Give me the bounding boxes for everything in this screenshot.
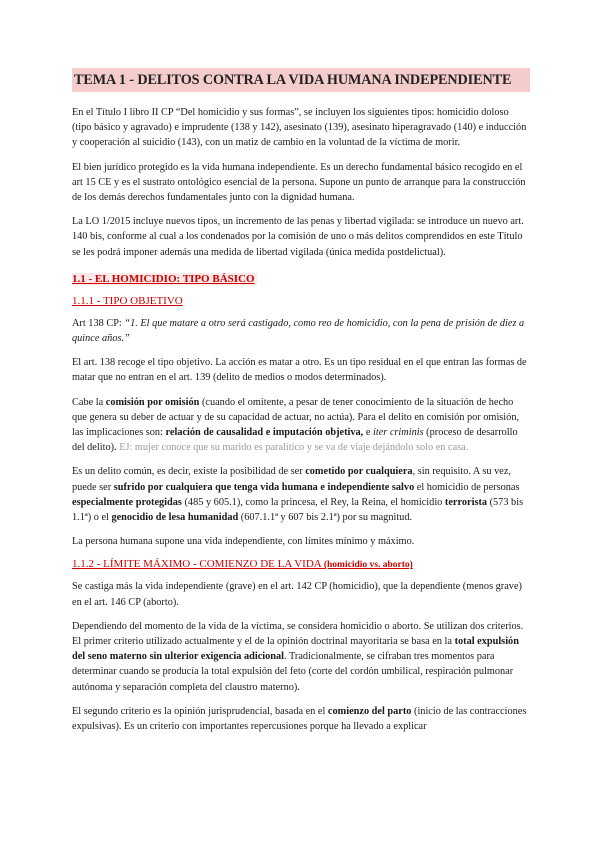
text-run: (607.1.1ª y 607 bis 2.1ª) por su magnitud.: [238, 512, 413, 524]
paragraph-omission: [72, 395, 530, 456]
bold-run: comisión por omisión: [105, 396, 200, 408]
paragraph-intro: En el Título I libro II CP “Del homicidio y sus formas”, se incluyen los siguientes tipos: homicidio doloso (tipo básico y agravado) e imprudente (138 y 142), asesinato (139), asesinato hiperagravado (140) e inducción y cooperación al suicidio (143), con un matiz de cambio en la voluntad de la víctima de morir.: [72, 107, 527, 149]
bold-run: genocidio de lesa humanidad: [111, 512, 239, 524]
paragraph-article-138: [72, 316, 530, 346]
bold-run: total expulsión del seno materno sin ulterior exigencia adicional: [72, 636, 519, 663]
text-run: (485 y 605.1), como la princesa, el Rey, la Reina, el homicidio: [181, 496, 445, 508]
document-page: [72, 68, 530, 743]
text-run: el homicidio de personas: [414, 481, 520, 493]
article-ref: Art 138 CP:: [72, 317, 125, 329]
paragraph-criteria: [72, 619, 530, 695]
text-run: (cuando el omitente, a pesar de tener conocimiento de la situación de hecho que genera su deber de actuar y de su capacidad de actuar, no actúa). Para el delito en comisión por omisión, las implicaciones son:: [72, 396, 520, 439]
text-run: , sin requisito. A su vez, puede ser: [72, 466, 511, 493]
text-run: e: [363, 427, 373, 439]
example-note: EJ: mujer conoce que su marido es paralítico y se va de viaje dejándolo solo en casa.: [119, 442, 469, 454]
text-run: (573 bis 1.1ª) o el: [72, 496, 524, 524]
text-run: (inicio de las contracciones expulsivas). Es un criterio con importantes repercusiones porque ha llevado a explicar: [72, 705, 527, 733]
bold-run: sufrido por cualquiera que tenga vida humana e independiente salvo: [113, 481, 415, 493]
text-run: Dependiendo del momento de la vida de la víctima, se considera homicidio o aborto. Se utilizan dos criterios. El primer criterio utilizado actualmente y el de la opinión doctrinal mayoritaria se basa en la: [72, 620, 524, 648]
paragraph-legal-good: El bien jurídico protegido es la vida humana independiente. Es un derecho fundamental básico recogido en el art 15 CE y es el sustrato ontológico esencial de la persona. Supone un punto de arranque para la construcción de los demás derechos fundamentales junto con la dignidad humana.: [72, 161, 526, 204]
bold-run: cometido por cualquiera: [305, 466, 413, 478]
text-run: (proceso de desarrollo del delito).: [72, 427, 518, 454]
paragraph-lo-2015: La LO 1/2015 incluye nuevos tipos, un incremento de las penas y libertad vigilada: se introduce un nuevo art. 140 bis, conforme al cual a los condenados por la comisión de uno o más delitos comprendidos en este Título se les podrá imponer además una medida de libertad vigilada (única medida postdelictual).: [72, 216, 524, 258]
heading-text: 1.1.2 - LÍMITE MÁXIMO - COMIENZO DE LA VIDA: [72, 558, 324, 571]
paragraph-common-crime: [72, 464, 530, 525]
text-run: . Tradicionalmente, se cifraban tres momentos para determinar cuando se producía la total expulsión del feto (corte del cordón umbilical, respiración pulmonar autónoma y separación completa del claustro materno).: [72, 651, 514, 693]
paragraph-objective-type: El art. 138 recoge el tipo objetivo. La acción es matar a otro. Es un tipo residual en el que entran las formas de matar que no entran en el art. 139 (delito de medios o modos determinados).: [72, 357, 527, 384]
text-run: El segundo criterio es la opinión jurisprudencial, basada en el: [72, 705, 328, 717]
chapter-title: TEMA 1 - DELITOS CONTRA LA VIDA HUMANA INDEPENDIENTE: [72, 68, 530, 92]
text-run: Cabe la: [72, 396, 106, 408]
section-heading-1-1: 1.1 - EL HOMICIDIO: TIPO BÁSICO: [72, 272, 255, 285]
heading-suffix: (homicidio vs. aborto): [323, 560, 413, 571]
italic-run: iter criminis: [372, 427, 424, 439]
bold-run: comienzo del parto: [327, 705, 412, 717]
bold-run: relación de causalidad e imputación objetiva,: [165, 427, 364, 439]
paragraph-penalty-compare: Se castiga más la vida independiente (grave) en el art. 142 CP (homicidio), que la dependiente (menos grave) en el art. 146 CP (aborto).: [72, 581, 522, 608]
bold-run: especialmente protegidas: [72, 496, 182, 508]
bold-run: terrorista: [444, 496, 488, 508]
article-quote: “1. El que matare a otro será castigado, como reo de homicidio, con la pena de prisión de diez a quince años.”: [72, 317, 525, 345]
text-run: Es un delito común, es decir, existe la posibilidad de ser: [72, 466, 306, 478]
paragraph-second-criterion: [72, 704, 530, 734]
paragraph-human-person: La persona humana supone una vida independiente, con límites mínimo y máximo.: [72, 536, 415, 548]
subsection-heading-1-1-1: 1.1.1 - TIPO OBJETIVO: [72, 294, 183, 307]
subsection-heading-1-1-2: [72, 558, 530, 570]
